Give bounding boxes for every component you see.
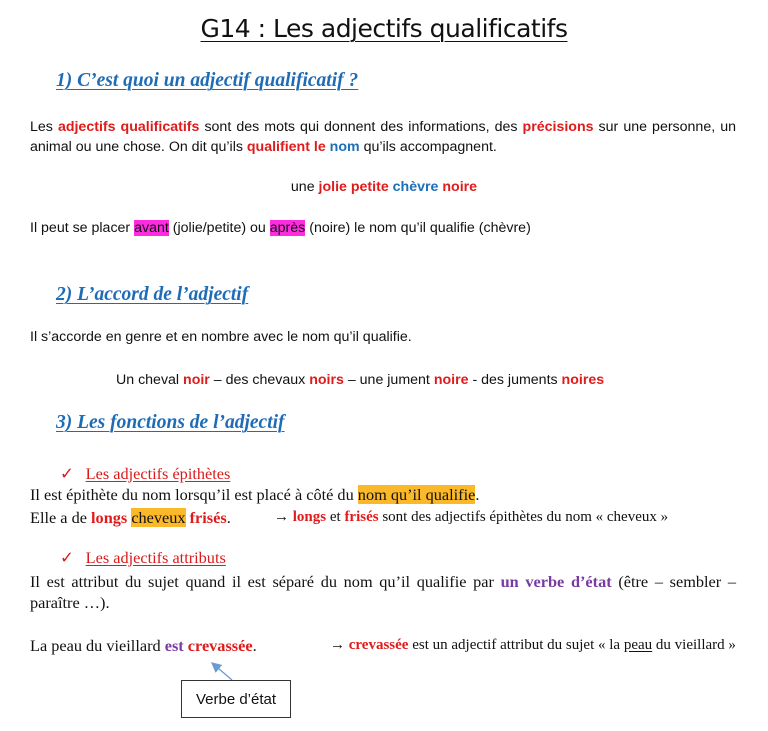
verb-est: est xyxy=(164,636,184,655)
keyword-verbe-etat: un verbe d’état xyxy=(500,572,612,591)
text: sont des adjectifs épithètes du nom « cheveux » xyxy=(378,509,669,525)
text: . xyxy=(475,485,480,504)
section-3-heading: 3) Les fonctions de l’adjectif xyxy=(56,412,285,433)
text: du vieillard » xyxy=(652,637,736,653)
adjective-noire: noire xyxy=(433,372,469,388)
text: est un adjectif attribut du sujet « la xyxy=(408,637,624,653)
adjective-frises: frisés xyxy=(189,508,227,527)
adjectives-jolie-petite: jolie petite xyxy=(318,179,389,195)
text: La peau du vieillard xyxy=(30,636,165,655)
highlight-avant: avant xyxy=(134,220,169,236)
highlight-cheveux: cheveux xyxy=(131,508,186,527)
subsection-title: Les adjectifs attributs xyxy=(85,548,226,567)
text: une xyxy=(290,179,319,195)
text: Elle a de xyxy=(30,508,92,527)
text: – des chevaux xyxy=(209,372,310,388)
keyword-adjectifs-qualificatifs: adjectifs qualificatifs xyxy=(57,119,200,135)
section-2-paragraph: Il s’accorde en genre et en nombre avec le nom qu’il qualifie. xyxy=(30,329,412,345)
adjective-noires: noires xyxy=(561,372,605,388)
highlight-nom-qualifie: nom qu’il qualifie xyxy=(357,485,476,504)
keyword-qualifient-le: qualifient le xyxy=(246,139,326,155)
adjective-frises: frisés xyxy=(344,509,379,525)
text: Un cheval xyxy=(116,372,184,388)
text: sur une personne, un animal ou une chose. On dit qu’ils xyxy=(30,119,736,155)
adjective-longs: longs xyxy=(292,509,327,525)
text: (être – sembler – paraître …). xyxy=(30,572,737,612)
highlight-apres: après xyxy=(269,220,306,236)
text: - des juments xyxy=(468,372,562,388)
text: sont des mots qui donnent des informations, des xyxy=(199,119,523,135)
page-title: G14 : Les adjectifs qualificatifs xyxy=(200,14,568,43)
adjective-longs: longs xyxy=(91,508,128,527)
adjective-noirs: noirs xyxy=(309,372,344,388)
noun-chevre: chèvre xyxy=(392,179,439,195)
subsection-title: Les adjectifs épithètes xyxy=(85,464,231,483)
underlined-peau: peau xyxy=(623,637,653,653)
adjective-noire: noire xyxy=(442,179,478,195)
text: Il est épithète du nom lorsqu’il est placé à côté du xyxy=(30,485,358,504)
text: (noire) le nom qu’il qualifie (chèvre) xyxy=(305,220,531,236)
text: – une jument xyxy=(343,372,434,388)
adjective-noir: noir xyxy=(183,372,210,388)
keyword-nom: nom xyxy=(329,139,360,155)
text: (jolie/petite) ou xyxy=(168,220,270,236)
arrow-right-icon: → xyxy=(330,637,345,653)
arrow-right-icon: → xyxy=(274,509,289,525)
adjective-crevassee: crevassée xyxy=(187,636,253,655)
text: qu’ils accompagnent. xyxy=(359,139,497,155)
checkmark-icon: ✓ xyxy=(60,464,74,483)
text: Il peut se placer xyxy=(30,220,135,236)
section-2-heading: 2) L’accord de l’adjectif xyxy=(56,284,249,305)
text: et xyxy=(326,509,345,525)
callout-verbe-etat: Verbe d’état xyxy=(181,680,291,718)
keyword-precisions: précisions xyxy=(522,119,594,135)
text: . xyxy=(252,636,257,655)
text: Il est attribut du sujet quand il est séparé du nom qu’il qualifie par xyxy=(30,572,501,591)
text: Les xyxy=(30,119,58,135)
checkmark-icon: ✓ xyxy=(60,548,74,567)
text: . xyxy=(226,508,231,527)
adjective-crevassee: crevassée xyxy=(348,637,409,653)
section-1-heading: 1) C’est quoi un adjectif qualificatif ? xyxy=(56,70,359,91)
